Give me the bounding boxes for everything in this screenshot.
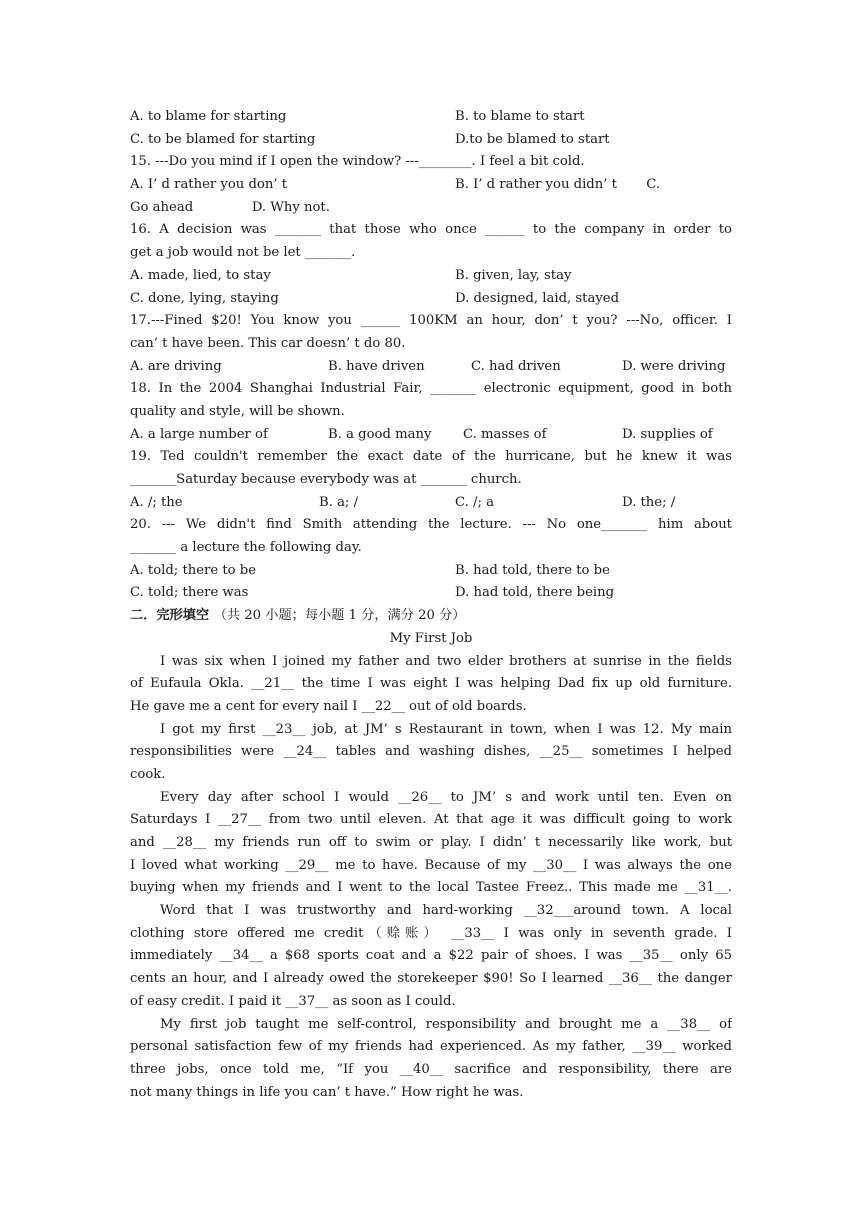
question-20: 20. --- We didn't find Smith attending the lecture. --- No one_______ him about (130, 517, 732, 533)
question-20-cont: _______ a lecture the following day. (130, 540, 362, 556)
option-a: A. I’ d rather you don’ t (130, 177, 288, 193)
option-a: A. are driving (130, 358, 222, 374)
option-c: C. done, lying, staying (130, 290, 279, 306)
passage-line: not many things in life you can’ t have.” How right he was. (130, 1084, 524, 1100)
option-row (130, 492, 732, 515)
option-c: C. told; there was (130, 585, 249, 601)
option-a: A. a large number of (130, 426, 268, 442)
question-16: 16. A decision was _______ that those who once ______ to the company in order to (130, 222, 732, 238)
option-d: D. supplies of (622, 426, 713, 442)
option-row (130, 356, 732, 379)
passage-line: Word that I was trustworthy and hard-working __32___around town. A local (160, 903, 732, 919)
question-15: 15. ---Do you mind if I open the window? ---________. I feel a bit cold. (130, 154, 585, 170)
question-19-cont: _______Saturday because everybody was at _______ church. (130, 472, 522, 487)
option-b: B. had told, there to be (455, 562, 610, 578)
passage-line: and __28__ my friends run off to swim or play. I didn’ t necessarily like work, but (130, 835, 732, 850)
passage-line: I was six when I joined my father and two elder brothers at sunrise in the fields (160, 653, 732, 669)
option-c: C. masses of (463, 426, 547, 442)
passage-line: He gave me a cent for every nail I __22__ out of old boards. (130, 698, 527, 714)
passage-line: Every day after school I would __26__ to JM’ s and work until ten. Even on (160, 789, 732, 805)
option-b: B. have driven (328, 358, 425, 374)
option-row (130, 288, 732, 311)
option-row (130, 424, 732, 447)
question-17: 17.---Fined $20! You know you ______ 100KM an hour, don’ t you? ---No, officer. I (130, 313, 732, 329)
section-title: 二．完形填空 (130, 608, 210, 624)
option-b: B. to blame to start (455, 109, 585, 124)
passage-line: of easy credit. I paid it __37__ as soon as I could. (130, 993, 456, 1009)
passage-line: cook. (130, 766, 166, 782)
question-18-cont: quality and style, will be shown. (130, 403, 345, 419)
option-c: C. had driven (471, 358, 561, 374)
option-a: A. /; the (130, 494, 183, 510)
passage-line: cents an hour, and I already owed the storekeeper $90! So I learned __36__ the danger (130, 971, 732, 987)
passage-line: personal satisfaction few of my friends had experienced. As my father, __39__ worked (130, 1039, 732, 1055)
section-heading (130, 605, 732, 628)
option-d: D. the; / (622, 494, 676, 510)
option-b: B. a good many (328, 426, 432, 442)
option-row (130, 265, 732, 288)
option-b: B. I’ d rather you didn’ t C. (455, 177, 661, 193)
passage-line: I loved what working __29__ me to have. Because of my __30__ I was always the one (130, 857, 732, 873)
passage-title: My First Job (389, 630, 473, 646)
option-d: D. designed, laid, stayed (455, 290, 620, 306)
option-row (130, 106, 732, 129)
passage-line: of Eufaula Okla. __21__ the time I was eight I was helping Dad fix up old furniture. (130, 676, 732, 692)
exam-content (130, 106, 732, 1104)
option-row: Go ahead D. Why not. (130, 199, 330, 215)
question-19: 19. Ted couldn't remember the exact date of the hurricane, but he knew it was (130, 449, 732, 465)
option-row (130, 174, 732, 197)
question-18: 18. In the 2004 Shanghai Industrial Fair, _______ electronic equipment, good in both (130, 381, 732, 397)
option-b: B. a; / (319, 494, 359, 510)
option-a: A. made, lied, to stay (130, 267, 271, 283)
option-c: C. to be blamed for starting (130, 131, 316, 147)
option-a: A. told; there to be (130, 562, 257, 578)
option-d: D. were driving (622, 358, 726, 374)
passage-line: immediately __34__ a $68 sports coat and a $22 pair of shoes. I was __35__ only 65 (130, 948, 732, 964)
passage-line: three jobs, once told me, “If you __40__ sacrifice and responsibility, there are (130, 1061, 732, 1077)
option-row (130, 560, 732, 583)
passage-line: I got my first __23__ job, at JM’ s Restaurant in town, when I was 12. My main (160, 721, 732, 737)
option-c: C. /; a (455, 494, 494, 510)
section-subtitle: （共 20 小题；每小题 1 分，满分 20 分） (213, 608, 466, 624)
passage-line: My first job taught me self-control, responsibility and brought me a __38__ of (160, 1016, 732, 1032)
passage-line: clothing store offered me credit（赊账） __33__ I was only in seventh grade. I (130, 925, 732, 941)
passage-line: buying when my friends and I went to the local Tastee Freez.. This made me __31__. (130, 880, 732, 896)
option-a: A. to blame for starting (130, 109, 287, 124)
question-17-cont: can’ t have been. This car doesn’ t do 80. (130, 335, 406, 351)
question-16-cont: get a job would not be let _______. (130, 245, 356, 261)
option-row (130, 129, 732, 152)
option-d: D.to be blamed to start (455, 131, 610, 147)
option-row (130, 582, 732, 605)
option-d: D. had told, there being (455, 585, 615, 601)
passage-line: Saturdays I __27__ from two until eleven. At that age it was difficult going to work (130, 812, 732, 828)
option-b: B. given, lay, stay (455, 267, 572, 283)
passage-line: responsibilities were __24__ tables and washing dishes, __25__ sometimes I helped (130, 744, 732, 760)
